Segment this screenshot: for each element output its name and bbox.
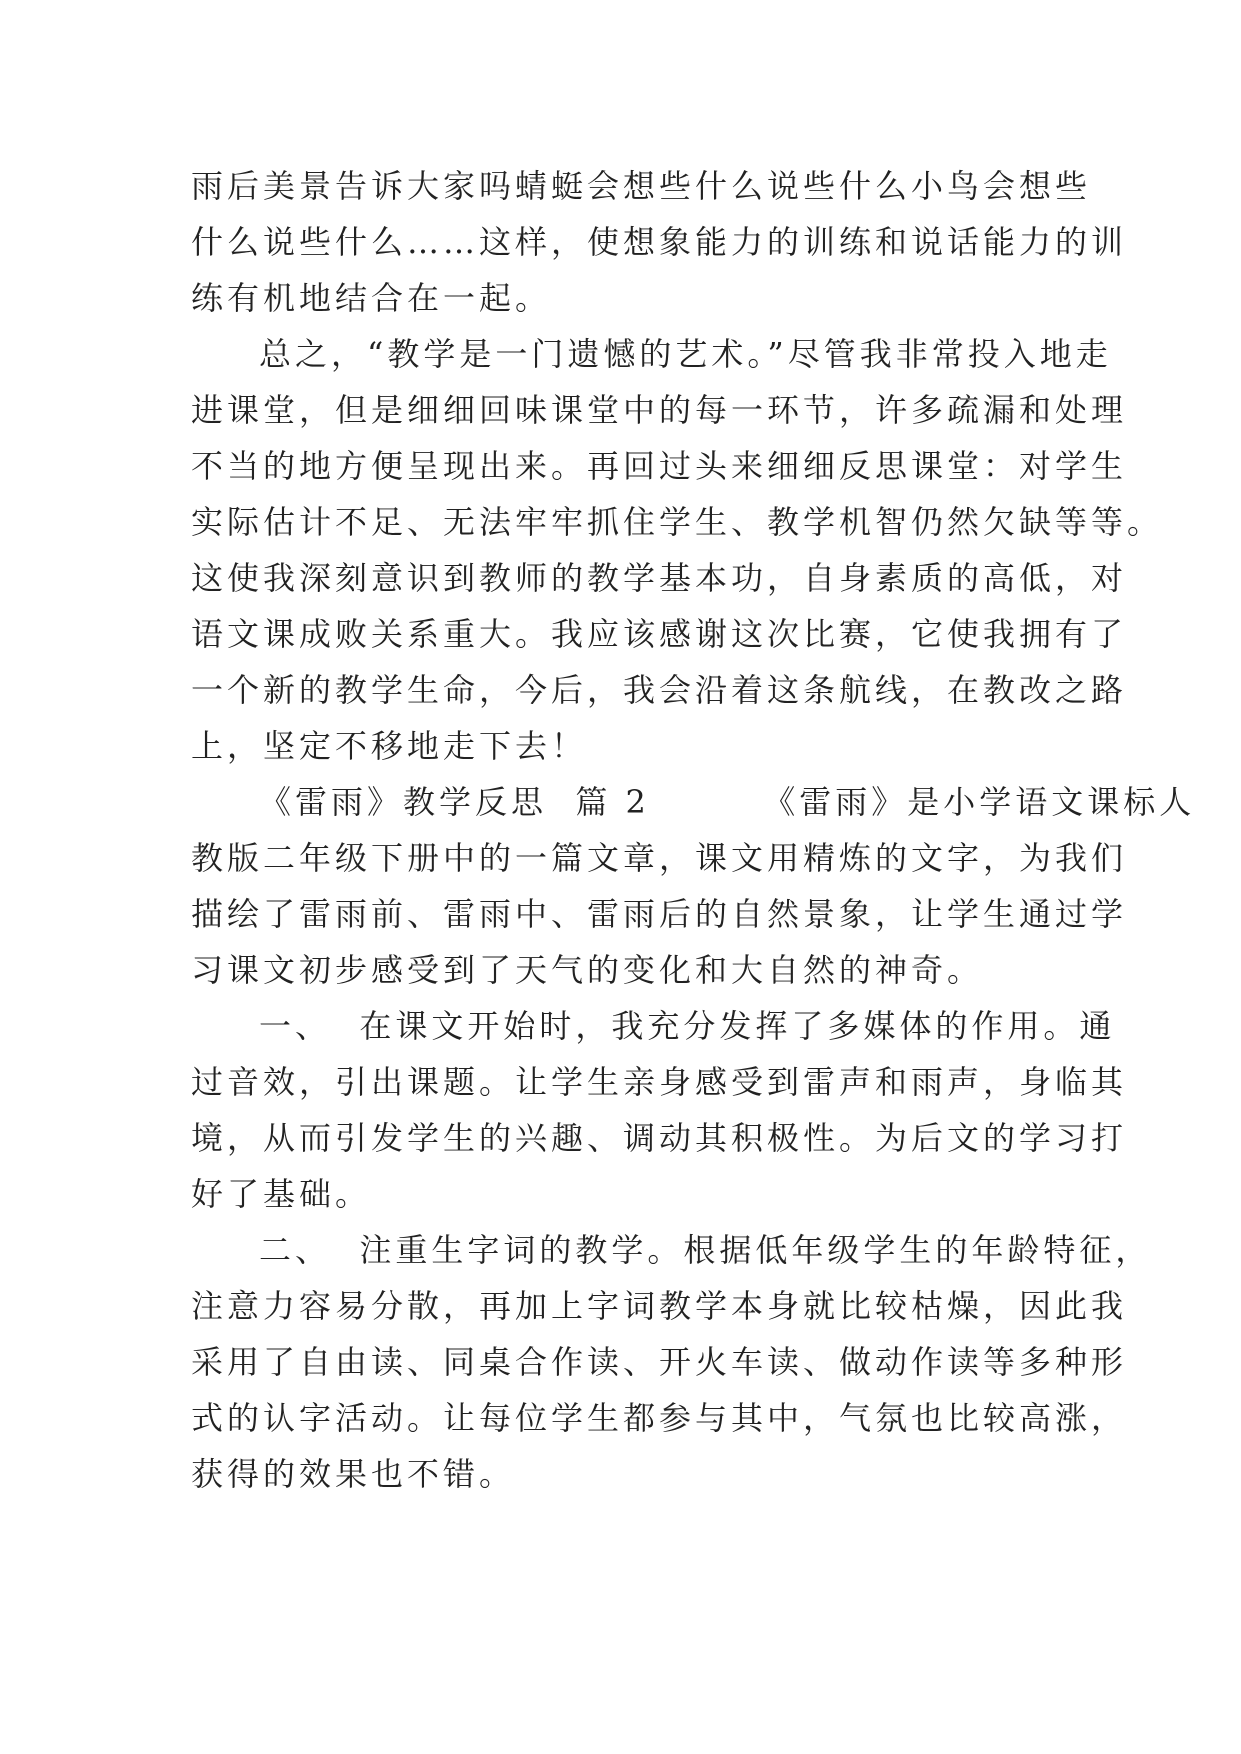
text-line: 习课文初步感受到了天气的变化和大自然的神奇。 [191,951,984,989]
text-line: 好了基础。 [191,1175,372,1213]
text-line: 境，从而引发学生的兴趣、调动其积极性。为后文的学习打 [191,1119,1128,1157]
text-line: 不当的地方便呈现出来。再回过头来细细反思课堂：对学生 [191,447,1128,485]
text-line: 雨后美景告诉大家吗蜻蜓会想些什么说些什么小鸟会想些 [191,167,1092,205]
text-line: 这使我深刻意识到教师的教学基本功，自身素质的高低，对 [191,559,1128,597]
text-line: 过音效，引出课题。让学生亲身感受到雷声和雨声，身临其 [191,1063,1128,1101]
paragraph-point-two [191,1222,1152,1502]
paragraph-point-one [191,998,1128,1222]
text-line: 教版二年级下册中的一篇文章，课文用精炼的文字，为我们 [191,839,1128,877]
text-line: 进课堂，但是细细回味课堂中的每一环节，许多疏漏和处理 [191,391,1128,429]
text-line: 一个新的教学生命，今后，我会沿着这条航线，在教改之路 [191,671,1128,709]
text-line: 练有机地结合在一起。 [191,279,552,317]
text-line: 总之，“教学是一门遗憾的艺术。”尽管我非常投入地走 [259,335,1112,373]
text-line: 式的认字活动。让每位学生都参与其中，气氛也比较高涨， [191,1399,1128,1437]
text-line: 上，坚定不移地走下去！ [191,727,588,765]
paragraph-section-heading [191,774,1196,998]
paragraph-continuation [191,158,1128,326]
text-line: 采用了自由读、同桌合作读、开火车读、做动作读等多种形 [191,1343,1128,1381]
text-line: 注意力容易分散，再加上字词教学本身就比较枯燥，因此我 [191,1287,1128,1325]
document-body [191,158,1196,1502]
paragraph-summary [191,326,1164,774]
text-line: 一、 在课文开始时，我充分发挥了多媒体的作用。通 [259,1007,1116,1045]
text-line: 《雷雨》教学反思 篇 2 《雷雨》是小学语文课标人 [259,783,1196,821]
text-line: 什么说些什么……这样，使想象能力的训练和说话能力的训 [191,223,1128,261]
text-line: 描绘了雷雨前、雷雨中、雷雨后的自然景象，让学生通过学 [191,895,1128,933]
text-line: 二、 注重生字词的教学。根据低年级学生的年龄特征， [259,1231,1152,1269]
text-line: 语文课成败关系重大。我应该感谢这次比赛，它使我拥有了 [191,615,1128,653]
text-line: 获得的效果也不错。 [191,1455,516,1493]
text-line: 实际估计不足、无法牢牢抓住学生、教学机智仍然欠缺等等。 [191,503,1164,541]
